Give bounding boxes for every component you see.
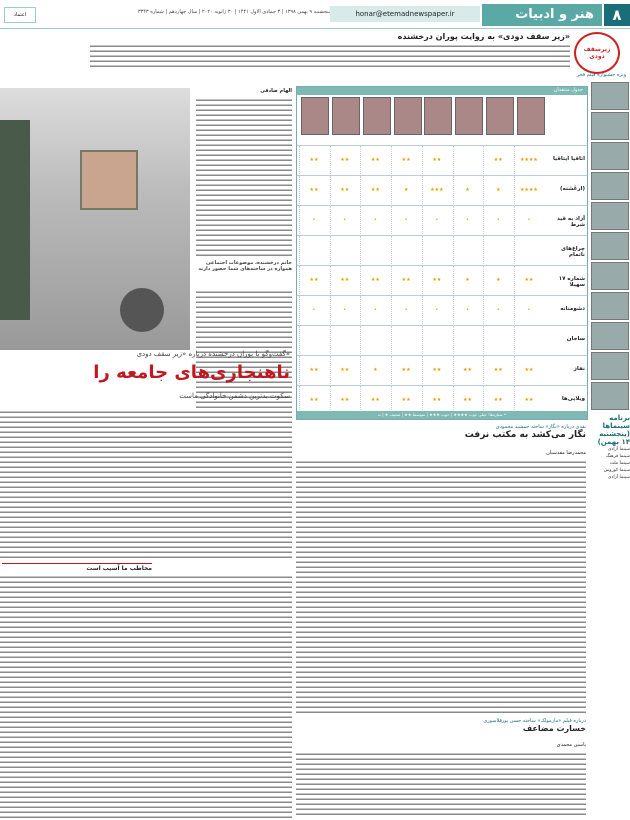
rating-cell bbox=[330, 236, 359, 264]
rating-cell: ★★ bbox=[330, 356, 359, 384]
rating-cell: • bbox=[299, 296, 328, 324]
rating-cell: ★★ bbox=[453, 386, 482, 414]
table-row bbox=[297, 295, 587, 326]
rating-cell: • bbox=[514, 296, 543, 324]
rating-cell: ★★ bbox=[330, 386, 359, 414]
feature-kicker: گفت‌وگو با پوران درخشنده درباره «زیر سقف دودی» bbox=[136, 350, 290, 358]
thumbnail-image bbox=[591, 232, 629, 260]
thumbnail-image bbox=[591, 142, 629, 170]
rating-cell: ★★ bbox=[483, 356, 512, 384]
rating-cell: ★★ bbox=[360, 176, 389, 204]
critic-portrait bbox=[301, 97, 329, 143]
rating-cell: ★★ bbox=[299, 266, 328, 294]
table-legend: ستاره‌ها: خیلی خوب ★★★★ | خوب ★★★ | متوسط ★★ | ضعیف ★ | بد • bbox=[297, 411, 587, 419]
rating-cell: ★★ bbox=[299, 176, 328, 204]
cinema-schedule-title: برنامه سینماها (پنجشنبه ۱۴ بهمن) bbox=[597, 414, 630, 446]
rating-cell: ★★★ bbox=[422, 176, 451, 204]
table-header: جدول منتقدان bbox=[297, 87, 587, 95]
critics-row bbox=[301, 97, 545, 143]
film-name: ساجان bbox=[566, 336, 585, 342]
rating-cell: ★★ bbox=[391, 146, 420, 174]
rating-cell: • bbox=[453, 296, 482, 324]
website-link[interactable]: honar@etemadnewspaper.ir bbox=[330, 6, 480, 22]
rating-cell bbox=[299, 236, 328, 264]
photo-tree bbox=[0, 120, 30, 320]
rating-cell: ★★ bbox=[391, 386, 420, 414]
article-author: محمدرضا مقدسیان bbox=[546, 450, 586, 456]
film-name: شماره ۱۷ سهیلا bbox=[558, 276, 585, 288]
rating-cell: ★★ bbox=[422, 146, 451, 174]
rating-cell: • bbox=[483, 206, 512, 234]
rating-cell: ★★ bbox=[360, 386, 389, 414]
article-kicker: نقدی درباره «نگار» ساخته جمشید محمودی bbox=[495, 424, 586, 430]
rating-cell: • bbox=[483, 296, 512, 324]
rating-cell: ★ bbox=[453, 176, 482, 204]
article-2-heading bbox=[296, 718, 586, 742]
box-divider bbox=[2, 563, 152, 564]
critic-photo bbox=[394, 97, 422, 135]
rating-cell: ★★ bbox=[330, 176, 359, 204]
rating-cell: • bbox=[330, 206, 359, 234]
article-1-body bbox=[296, 460, 586, 715]
thumbnail-image bbox=[591, 202, 629, 230]
rating-cell: • bbox=[360, 206, 389, 234]
rating-cell bbox=[453, 146, 482, 174]
rating-cell: ★★ bbox=[360, 266, 389, 294]
thumbnail-image bbox=[591, 262, 629, 290]
critic-portrait bbox=[363, 97, 391, 143]
rating-cell: ★★ bbox=[422, 386, 451, 414]
rating-cell: • bbox=[422, 296, 451, 324]
critic-photo bbox=[517, 97, 545, 135]
article-headline: خسارت مضاعف bbox=[522, 724, 586, 733]
film-name: اتاقیا ایتاقیا bbox=[552, 156, 585, 162]
critic-portrait bbox=[332, 97, 360, 143]
list-item: سینما آزادی bbox=[607, 475, 630, 480]
list-item: سینما فرهنگ bbox=[605, 454, 630, 459]
rating-cell: ★★ bbox=[422, 266, 451, 294]
rating-cell bbox=[514, 326, 543, 354]
film-name: ویلایی‌ها bbox=[561, 396, 585, 402]
critics-table bbox=[296, 86, 588, 420]
thumbnail-image bbox=[591, 382, 629, 410]
rating-cell bbox=[422, 326, 451, 354]
rating-cell: • bbox=[391, 296, 420, 324]
critic-photo bbox=[363, 97, 391, 135]
rating-cell: ★ bbox=[360, 356, 389, 384]
critic-photo bbox=[301, 97, 329, 135]
film-name: چراغ‌های ناتمام bbox=[561, 246, 585, 258]
rating-cell bbox=[453, 326, 482, 354]
page-number: ۸ bbox=[604, 4, 630, 26]
rating-cell: • bbox=[422, 206, 451, 234]
rating-cell: ★ bbox=[391, 176, 420, 204]
dateline: پنجشنبه ۹ بهمن ۱۳۹۸ | ۳ جمادی الاول ۱۴۴۱ | ۳۰ ژانویه ۲۰۲۰ | سال چهاردهم | شماره ۳۳۴۳ bbox=[137, 9, 330, 15]
critic-portrait bbox=[394, 97, 422, 143]
rating-cell: • bbox=[391, 206, 420, 234]
feature-body-top bbox=[0, 410, 292, 560]
critic-portrait bbox=[424, 97, 452, 143]
rating-cell: ★★ bbox=[514, 356, 543, 384]
box-title: مخاطب ما آسیب است bbox=[86, 565, 152, 572]
rating-cell: ★★ bbox=[483, 386, 512, 414]
feature-body-bottom bbox=[0, 575, 292, 818]
rating-cell bbox=[422, 236, 451, 264]
rating-cell: • bbox=[514, 206, 543, 234]
rating-cell bbox=[453, 236, 482, 264]
rating-cell: ★★ bbox=[514, 266, 543, 294]
rating-cell bbox=[391, 326, 420, 354]
rating-cell: ★★ bbox=[330, 146, 359, 174]
feature-intro bbox=[196, 88, 292, 258]
rating-cell: ★★★★ bbox=[514, 146, 543, 174]
rating-cell bbox=[360, 326, 389, 354]
section-title: هنر و ادبیات bbox=[482, 4, 602, 26]
rating-cell: ★ bbox=[453, 266, 482, 294]
pull-quote: خانم درخشنده، موضوعات اجتماعی همواره در ساخته‌های شما حضور دارند bbox=[198, 260, 292, 272]
cinema-schedule-list bbox=[590, 446, 630, 481]
rating-cell: ★★★★ bbox=[514, 176, 543, 204]
rating-cell: ★ bbox=[483, 176, 512, 204]
critic-portrait bbox=[486, 97, 514, 143]
top-story-body bbox=[90, 44, 570, 68]
critic-portrait bbox=[517, 97, 545, 143]
film-name: آزاد به قید شرط bbox=[556, 216, 585, 228]
rating-cell: • bbox=[330, 296, 359, 324]
table-row bbox=[297, 145, 587, 176]
critic-photo bbox=[332, 97, 360, 135]
thumbnail-image bbox=[591, 292, 629, 320]
rating-cell: ★★ bbox=[422, 356, 451, 384]
list-item: سینما کوروش bbox=[603, 468, 630, 473]
critic-photo bbox=[455, 97, 483, 135]
right-column bbox=[590, 80, 630, 820]
rating-cell: ★★ bbox=[483, 146, 512, 174]
thumbnail-image bbox=[591, 352, 629, 380]
list-item: سینما ملت bbox=[609, 461, 630, 466]
list-item: سینما آزادی bbox=[607, 447, 630, 452]
film-name: (ارغَشته) bbox=[559, 186, 585, 192]
thumbnail-image bbox=[591, 82, 629, 110]
top-story-title: «زیر سقف دودی» به روایت پوران درخشنده bbox=[397, 32, 570, 41]
rating-cell: • bbox=[453, 206, 482, 234]
rating-cell bbox=[330, 326, 359, 354]
photo-window bbox=[80, 150, 138, 210]
rating-cell bbox=[483, 326, 512, 354]
article-author: یاسین محمدی bbox=[556, 742, 586, 748]
film-name: دشومنانه bbox=[560, 306, 585, 312]
thumbnail-image bbox=[591, 172, 629, 200]
rating-cell: ★★ bbox=[299, 356, 328, 384]
newspaper-logo: اعتماد bbox=[4, 7, 36, 23]
rating-cell: ★★ bbox=[453, 356, 482, 384]
rating-cell: ★ bbox=[483, 266, 512, 294]
feature-author: الهام صادقی bbox=[260, 88, 292, 94]
rating-cell bbox=[514, 236, 543, 264]
table-row bbox=[297, 265, 587, 296]
critic-portrait bbox=[455, 97, 483, 143]
top-story-badge: زیرسقف دودی bbox=[574, 32, 620, 74]
rating-cell: ★★ bbox=[391, 266, 420, 294]
table-row bbox=[297, 235, 587, 266]
table-row bbox=[297, 355, 587, 386]
rating-cell: • bbox=[299, 206, 328, 234]
feature-subheadline: سکوت بدترین دشمن خانوادگی ماست bbox=[179, 392, 290, 400]
critic-photo bbox=[424, 97, 452, 135]
rating-cell bbox=[360, 236, 389, 264]
section-rubric: ویژه جشنواره فیلم فجر bbox=[576, 72, 626, 78]
article-2-body bbox=[296, 752, 586, 818]
critic-photo bbox=[486, 97, 514, 135]
article-1-heading bbox=[296, 424, 586, 448]
rating-cell bbox=[299, 326, 328, 354]
table-row bbox=[297, 325, 587, 356]
rating-cell: ★★ bbox=[299, 146, 328, 174]
rating-cell: ★★ bbox=[299, 386, 328, 414]
rating-cell: ★★ bbox=[391, 356, 420, 384]
rating-cell bbox=[391, 236, 420, 264]
film-name: نفاز bbox=[573, 366, 585, 372]
rating-cell: ★★ bbox=[330, 266, 359, 294]
rating-cell: ★★ bbox=[514, 386, 543, 414]
feature-intro-text bbox=[196, 98, 292, 258]
photo-fan bbox=[120, 288, 164, 332]
article-headline: نگار می‌کشد به مکتب نرفت bbox=[464, 430, 586, 440]
feature-headline: ناهنجاری‌های جامعه را bbox=[93, 362, 290, 383]
rating-cell: ★★ bbox=[360, 146, 389, 174]
thumbnail-image bbox=[591, 112, 629, 140]
rating-cell bbox=[483, 236, 512, 264]
table-row bbox=[297, 205, 587, 236]
table-row bbox=[297, 175, 587, 206]
rating-cell: • bbox=[360, 296, 389, 324]
article-kicker: درباره فیلم «مارمولک» ساخته حسن پورفلاسوری bbox=[483, 718, 586, 724]
thumbnail-image bbox=[591, 322, 629, 350]
